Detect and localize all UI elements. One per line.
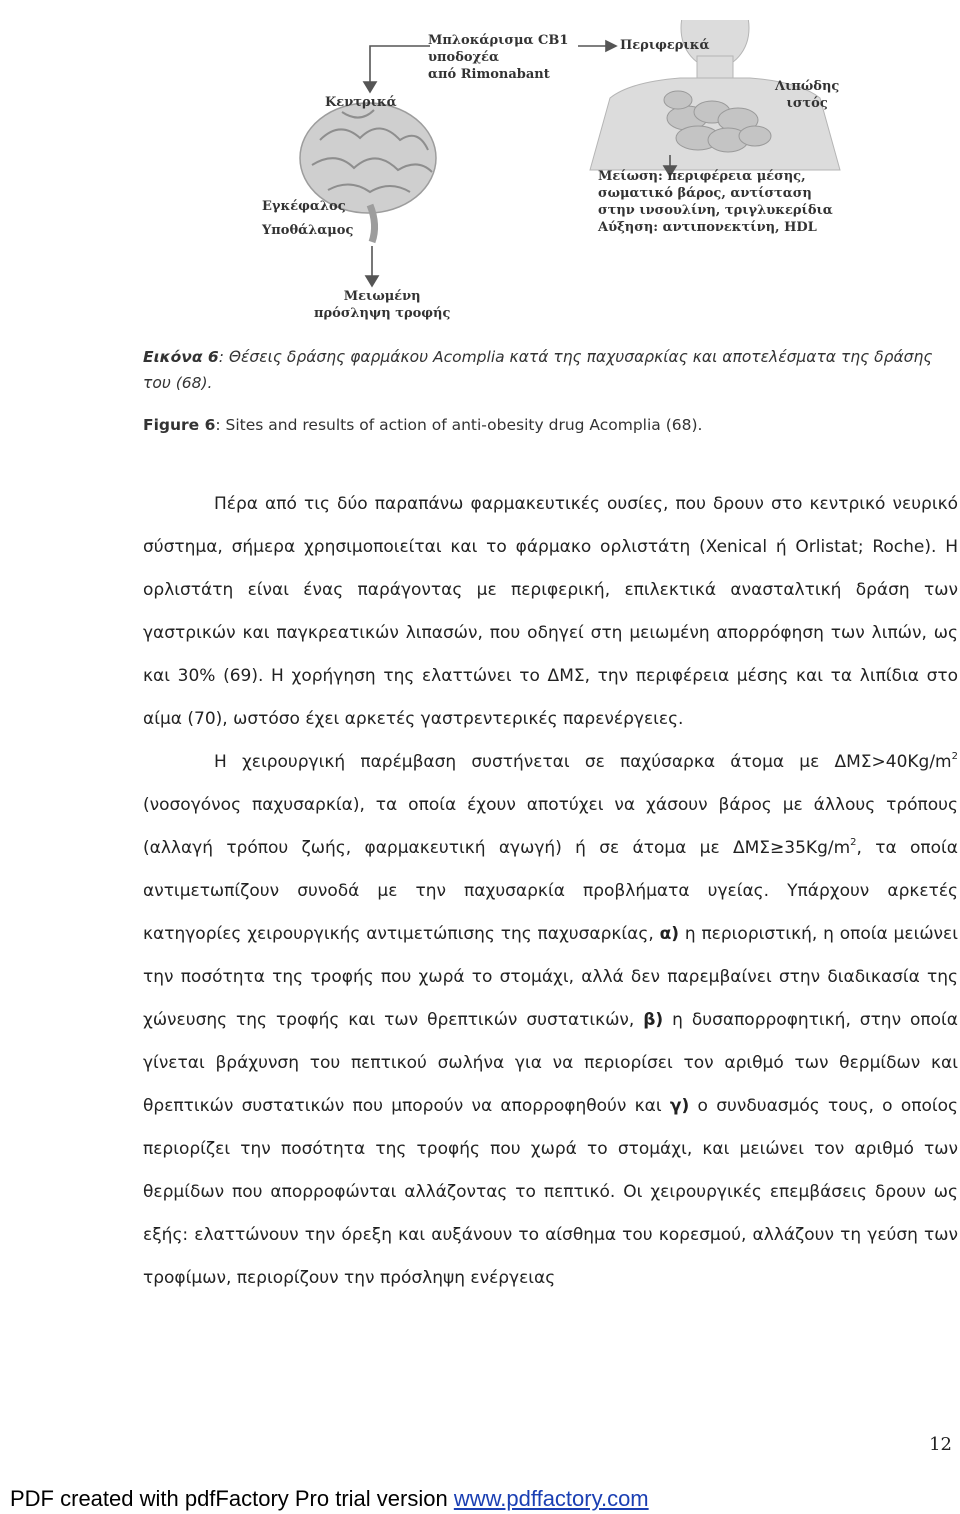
caption-text: : Θέσεις δράσης φαρμάκου Acomplia κατά της παχυσαρκίας και αποτελέσματα της δράσης του (68). bbox=[143, 348, 933, 392]
label-brain: Εγκέφαλος bbox=[262, 199, 346, 214]
p2-part-b: (νοσογόνος παχυσαρκία), τα οποία έχουν αποτύχει να χάσουν βάρος με άλλους τρόπους (αλλαγή τρόπου ζωής, φαρμακευτική αγωγή) ή σε άτομα με ΔΜΣ≥35Kg/m bbox=[143, 795, 958, 858]
footer-text: PDF created with pdfFactory Pro trial version bbox=[10, 1486, 454, 1511]
marker-gamma: γ) bbox=[669, 1096, 690, 1116]
paragraph-1-text: Πέρα από τις δύο παραπάνω φαρμακευτικές ουσίες, που δρουν στο κεντρικό νευρικό σύστημα, σήμερα χρησιμοποιείται και το φάρμακο ορλιστάτη (Xenical ή Orlistat; Roche). Η ορλιστάτη είναι ένας παράγοντας με περιφερική, επιλεκτικά ανασταλτική δράση των γαστρικών και παγκρεατικών λιπασών, που οδηγεί στη μειωμένη απορρόφηση των λιπών, ως και 30% (69). Η χορήγηση της ελαττώνει το ΔΜΣ, την περιφέρεια μέσης και τα λιπίδια στο αίμα (70), ωστόσο έχει αρκετές γαστρεντερικές παρενέργειες. bbox=[143, 494, 958, 729]
label-hypothalamus: Υποθάλαμος bbox=[262, 223, 354, 238]
paragraph-1 bbox=[143, 483, 958, 741]
caption-label: Εικόνα 6 bbox=[143, 348, 219, 366]
page-number: 12 bbox=[929, 1434, 952, 1455]
p2-part-d: η περιοριστική, η οποία μειώνει την ποσότητα της τροφής που χωρά το στομάχι, αλλά δεν παρεμβαίνει στην διαδικασία της χώνευσης της τροφής και των θρεπτικών συστατικών, bbox=[143, 924, 958, 1030]
footer-link[interactable]: www.pdffactory.com bbox=[453, 1486, 649, 1511]
label-cb1-block: Μπλοκάρισμα CB1 υποδοχέα από Rimonabant bbox=[428, 33, 569, 82]
figure-diagram bbox=[250, 20, 850, 330]
paragraph-2 bbox=[143, 741, 958, 1300]
label-adipose: Λιπώδης ιστός bbox=[775, 79, 840, 111]
body-text bbox=[143, 483, 958, 1300]
label-reduced-intake: Μειωμένη πρόσληψη τροφής bbox=[314, 289, 451, 321]
label-peripheral: Περιφερικά bbox=[620, 38, 710, 53]
figure-caption-english bbox=[143, 416, 702, 434]
label-central: Κεντρικά bbox=[325, 95, 397, 110]
label-effects: Μείωση: περιφέρεια μέσης, σωματικό βάρος, αντίσταση στην ινσουλίνη, τριγλυκερίδια Αύξηση: αντιπονεκτίνη, HDL bbox=[598, 169, 833, 235]
figure-caption bbox=[143, 344, 958, 396]
marker-alpha: α) bbox=[659, 924, 680, 944]
p2-part-c: , τα οποία αντιμετωπίζουν συνοδά με την παχυσαρκία προβλήματα υγείας. Υπάρχουν αρκετές κατηγορίες χειρουργικής αντιμετώπισης της παχυσαρκίας, bbox=[143, 838, 958, 944]
p2-sup-1: 2 bbox=[951, 751, 958, 762]
caption-en-text: : Sites and results of action of anti-obesity drug Acomplia (68). bbox=[215, 416, 703, 434]
p2-part-f: ο συνδυασμός τους, ο οποίος περιορίζει την ποσότητα της τροφής που χωρά το στομάχι, και μειώνει τον αριθμό των θερμίδων που απορροφώνται αλλάζοντας το πεπτικό. Οι χειρουργικές επεμβάσεις δρουν ως εξής: ελαττώνουν την όρεξη και αυξάνουν το αίσθημα του κορεσμού, αλλάζουν τη γεύση των τροφίμων, περιορίζουν την πρόσληψη ενέργειας bbox=[143, 1096, 958, 1288]
p2-part-e: η δυσαπορροφητική, στην οποία γίνεται βράχυνση του πεπτικού σωλήνα για να περιορίσει τον αριθμό των θερμίδων και θρεπτικών συστατικών που μπορούν να απορροφηθούν και bbox=[143, 1010, 958, 1116]
p2-part-a: Η χειρουργική παρέμβαση συστήνεται σε παχύσαρκα άτομα με ΔΜΣ>40Kg/m bbox=[214, 752, 952, 772]
pdf-footer bbox=[10, 1486, 649, 1512]
p2-sup-2: 2 bbox=[850, 837, 857, 848]
caption-en-label: Figure 6 bbox=[143, 416, 216, 434]
marker-beta: β) bbox=[643, 1010, 664, 1030]
